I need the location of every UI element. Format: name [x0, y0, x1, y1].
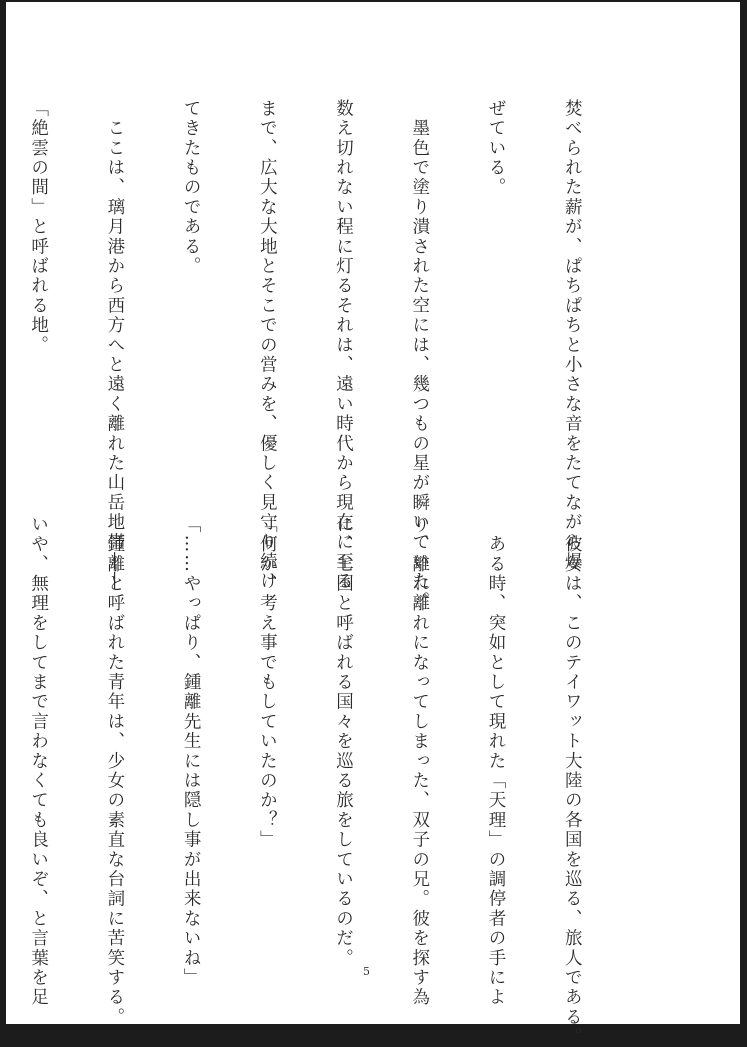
text-block-top: [0, 99, 635, 612]
text-line: 「何か、考え事でもしていたのか？」: [257, 515, 278, 850]
text-line: 彼女は、このテイワット大陸の各国を巡る、旅人である。: [562, 515, 583, 1047]
text-line: 数え切れない程に灯るそれは、遠い時代から現在に至る: [333, 99, 354, 592]
book-page: [6, 2, 740, 1047]
text-line: 「絶雲の間」と呼ばれる地。: [28, 99, 49, 356]
text-line: り、離れ離れになってしまった、双子の兄。彼を探す為: [409, 515, 430, 1008]
text-line: ぜている。: [485, 99, 506, 198]
text-line: まで、広大な大地とそこでの営みを、優しく見守り続け: [257, 99, 278, 592]
text-block-bottom: [0, 515, 635, 1047]
text-line: 焚べられた薪が、ぱちぱちと小さな音をたてながら爆: [562, 99, 583, 572]
text-line: いや、無理をしてまで言わなくても良いぞ、と言葉を足: [28, 515, 49, 1008]
page-number: 5: [363, 965, 370, 978]
text-line: 「……やっぱり、鍾離先生には隠し事が出来ないね」: [181, 515, 202, 988]
text-line: 墨色で塗り潰された空には、幾つもの星が瞬いていた。: [409, 99, 430, 612]
text-line: に、七国と呼ばれる国々を巡る旅をしているのだ。: [333, 515, 354, 969]
text-line: てきたものである。: [181, 99, 202, 277]
text-line: 鍾離と呼ばれた青年は、少女の素直な台詞に苦笑する。: [104, 515, 125, 1028]
text-line: ある時、突如として現れた「天理」の調停者の手によ: [485, 515, 506, 1008]
text-line: ここは、璃月港から西方へと遠く離れた山岳地帯――: [104, 99, 125, 592]
